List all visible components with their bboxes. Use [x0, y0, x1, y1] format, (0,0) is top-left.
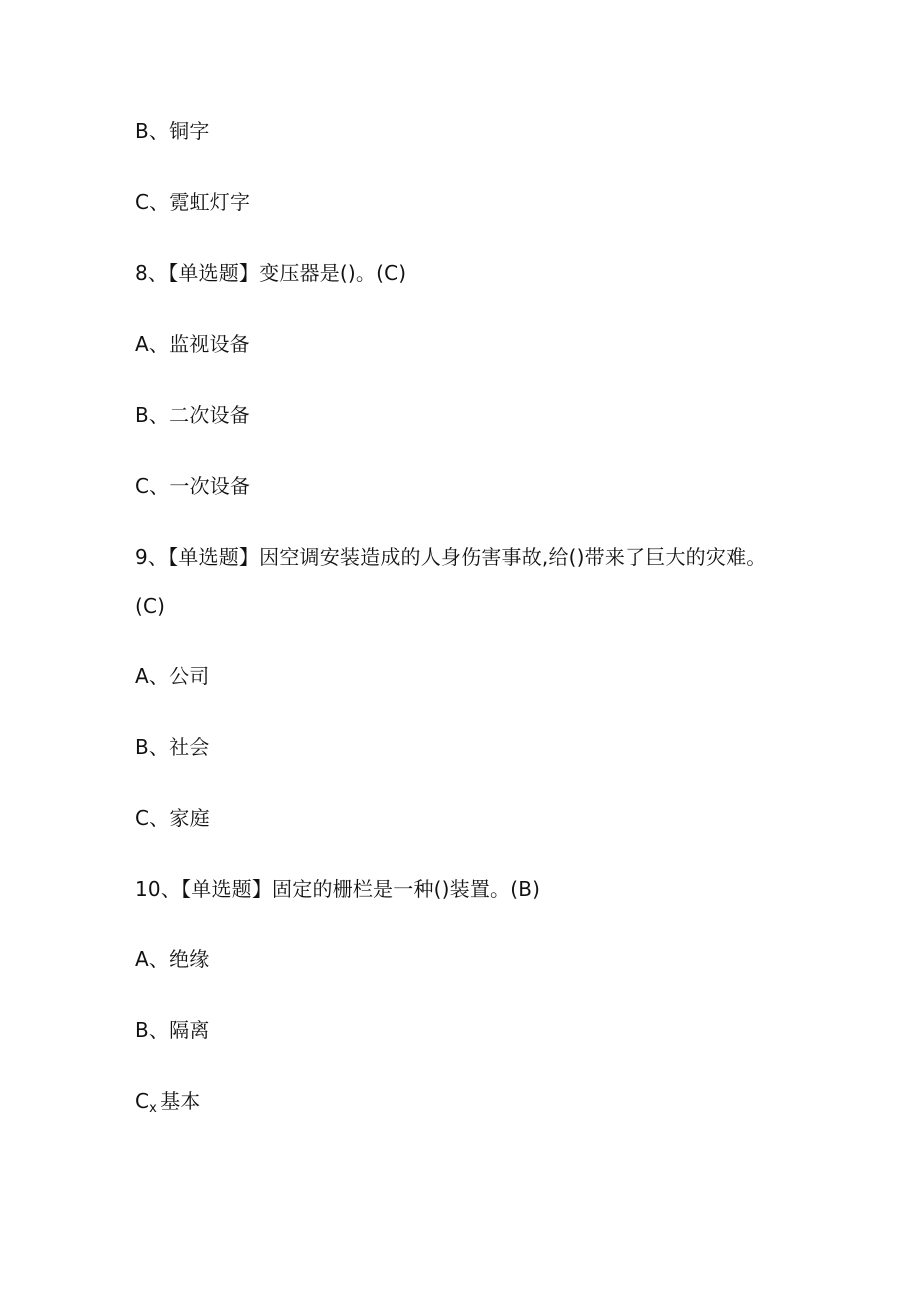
q9-option-b: B、社会 [135, 735, 210, 759]
q9-option-c: C、家庭 [135, 806, 210, 830]
q10-option-c [135, 1089, 200, 1117]
q7-option-b: B、铜字 [135, 119, 210, 143]
q7-option-c: C、霓虹灯字 [135, 190, 251, 214]
q8-option-a: A、监视设备 [135, 332, 250, 356]
q10-option-c-letter: C [135, 1089, 150, 1113]
q9-question-line2: (C) [135, 594, 166, 618]
q9-question-line1: 9、【单选题】因空调安装造成的人身伤害事故,给()带来了巨大的灾难。 [135, 545, 767, 569]
q8-option-b: B、二次设备 [135, 403, 250, 427]
q10-option-c-text: 基本 [160, 1089, 201, 1113]
q10-option-b: B、隔离 [135, 1018, 210, 1042]
q10-option-a: A、绝缘 [135, 947, 210, 971]
q10-option-c-subscript: x [149, 1101, 158, 1116]
q10-question: 10、【单选题】固定的栅栏是一种()装置。(B) [135, 877, 541, 901]
q9-option-a: A、公司 [135, 664, 210, 688]
q8-question: 8、【单选题】变压器是()。(C) [135, 261, 407, 285]
q8-option-c: C、一次设备 [135, 474, 251, 498]
